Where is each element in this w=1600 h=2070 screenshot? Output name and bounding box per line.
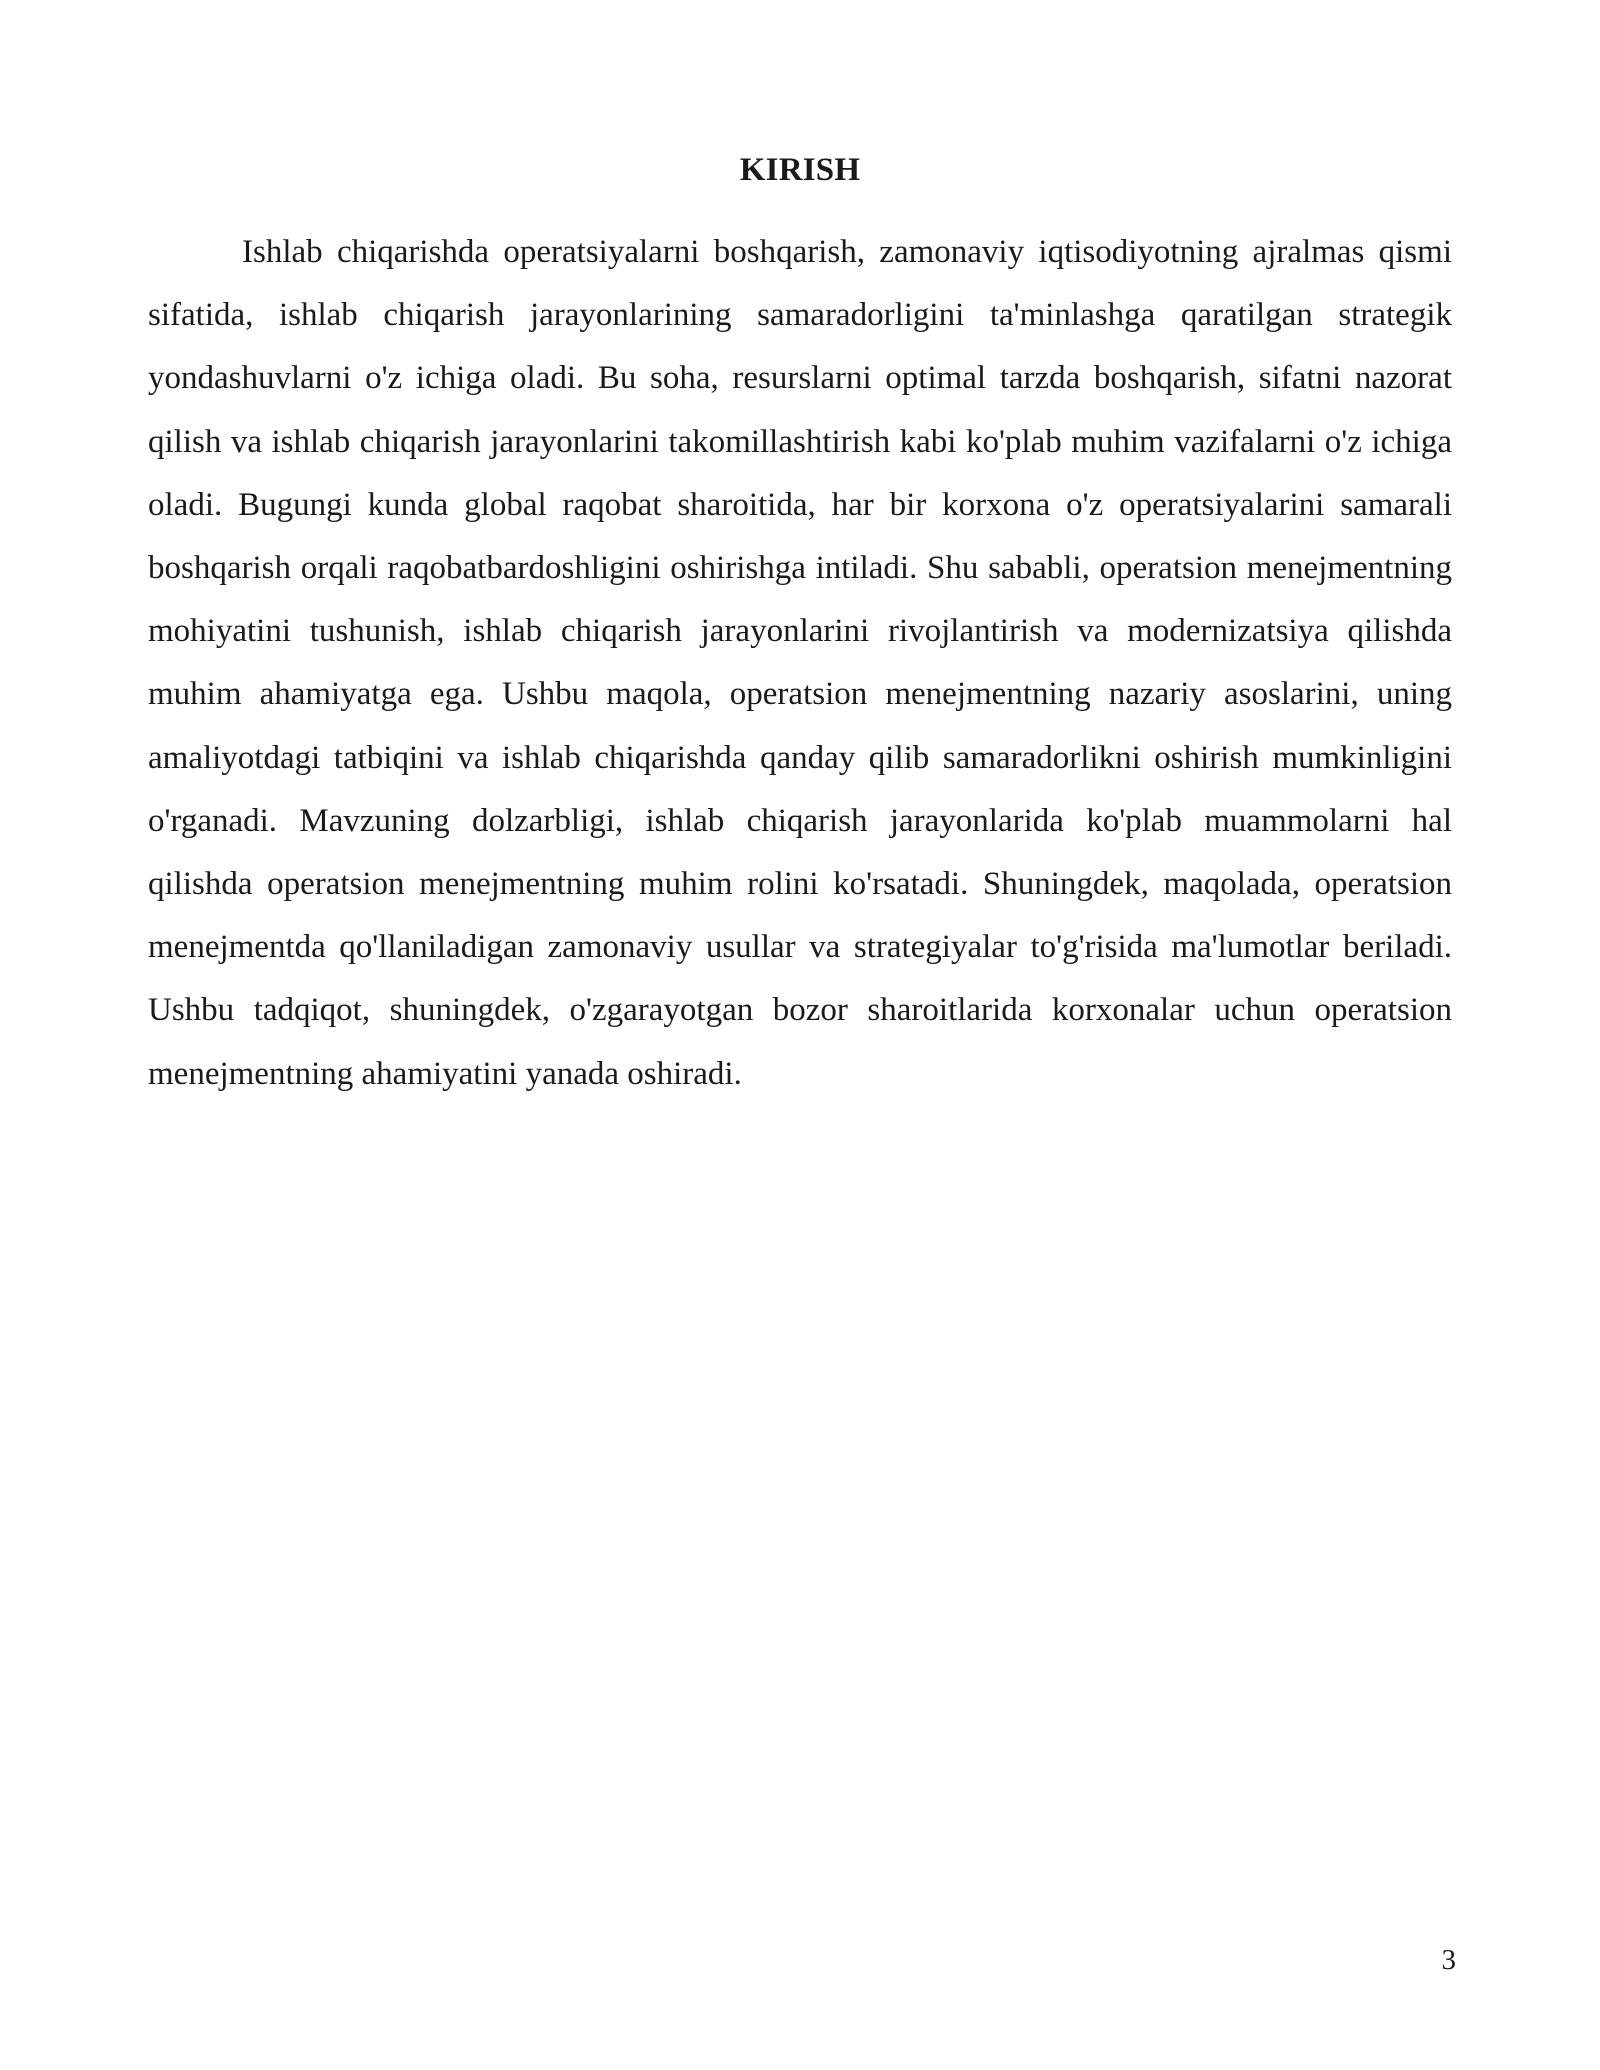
page-title: KIRISH xyxy=(739,152,861,188)
page-number: 3 xyxy=(1441,1944,1456,1976)
body-paragraph: Ishlab chiqarishda operatsiyalarni boshqarish, zamonaviy iqtisodiyotning ajralmas qismi sifatida, ishlab chiqarish jarayonlarining samaradorligini ta'minlashga qaratilgan strategik yondashuvlarni o'z ichiga oladi. Bu soha, resurslarni optimal tarzda boshqarish, sifatni nazorat qilish va ishlab chiqarish jarayonlarini takomillashtirish kabi ko'plab muhim vazifalarni o'z ichiga oladi. Bugungi kunda global raqobat sharoitida, har bir korxona o'z operatsiyalarini samarali boshqarish orqali raqobatbardoshligini oshirishga intiladi. Shu sababli, operatsion menejmentning mohiyatini tushunish, ishlab chiqarish jarayonlarini rivojlantirish va modernizatsiya qilishda muhim ahamiyatga ega. Ushbu maqola, operatsion menejmentning nazariy asoslarini, uning amaliyotdagi tatbiqini va ishlab chiqarishda qanday qilib samaradorlikni oshirish mumkinligini o'rganadi. Mavzuning dolzarbligi, ishlab chiqarish jarayonlarida ko'plab muammolarni hal qilishda operatsion menejmentning muhim rolini ko'rsatadi. Shuningdek, maqolada, operatsion menejmentda qo'llaniladigan zamonaviy usullar va strategiyalar to'g'risida ma'lumotlar beriladi. Ushbu tadqiqot, shuningdek, o'zgarayotgan bozor sharoitlarida korxonalar uchun operatsion menejmentning ahamiyatini yanada oshiradi. xyxy=(148,234,1452,1092)
